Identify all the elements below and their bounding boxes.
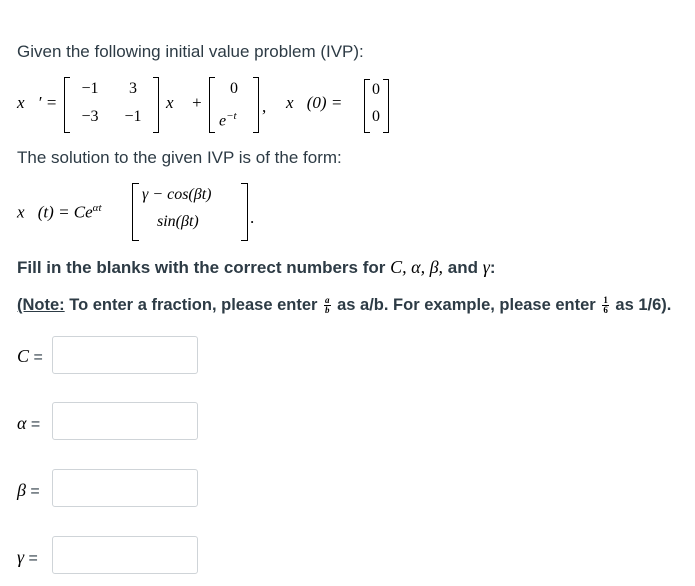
ivp-separator: ,	[262, 97, 267, 116]
matrix-a12: 3	[129, 80, 137, 97]
forcing-top: 0	[230, 80, 238, 97]
matrix-a22: −1	[124, 108, 142, 125]
note-label: (Note:	[17, 296, 65, 314]
field-label-beta: β =	[17, 480, 40, 500]
fraction-1-over-6: $\frac{1}{6}$	[603, 295, 608, 316]
solution-row1: γ − cos(βt)	[142, 186, 212, 203]
intro-text: Given the following initial value problem (IVP):	[17, 42, 364, 61]
solution-row2: sin(βt)	[157, 213, 199, 230]
forcing-bottom: $e^{-t}$	[219, 110, 237, 130]
answer-input-c[interactable]	[52, 336, 198, 374]
solution-lhs: x⃗(t) = $Ce^{\alpha t}$	[17, 202, 102, 222]
field-label-alpha: α =	[17, 413, 41, 433]
field-label-c: C =	[17, 346, 43, 366]
matrix-a11: −1	[81, 80, 99, 97]
fraction-a-over-b: $\frac{a}{b}$	[325, 295, 330, 316]
instruction-text: Fill in the blanks with the correct numbers for C, α, β, and γ:	[17, 257, 496, 277]
matrix-right-bracket	[153, 77, 159, 133]
solution-right-bracket	[241, 183, 248, 241]
ic-bottom: 0	[372, 108, 380, 125]
solution-period: .	[250, 208, 255, 227]
ivp-ic-lhs: x⃗(0) =	[286, 93, 343, 112]
ic-top: 0	[372, 81, 380, 98]
ic-right-bracket	[383, 79, 389, 133]
answer-input-gamma[interactable]	[52, 536, 198, 574]
ivp-lhs: x⃗′ =	[17, 93, 58, 112]
solution-left-bracket	[132, 183, 139, 241]
field-label-gamma: γ =	[17, 547, 38, 567]
forcing-right-bracket	[253, 77, 259, 133]
matrix-a21: −3	[81, 108, 99, 125]
solution-intro-text: The solution to the given IVP is of the form:	[17, 148, 342, 167]
forcing-left-bracket	[209, 77, 215, 133]
note-text: (Note: To enter a fraction, please enter $\frac{a}{b}$ as a/b. For example, please enter $\frac{1}{6}$ as 1/6).	[17, 295, 672, 316]
ivp-times-x-plus: x⃗ +	[166, 93, 203, 112]
answer-input-alpha[interactable]	[52, 402, 198, 440]
answer-input-beta[interactable]	[52, 469, 198, 507]
